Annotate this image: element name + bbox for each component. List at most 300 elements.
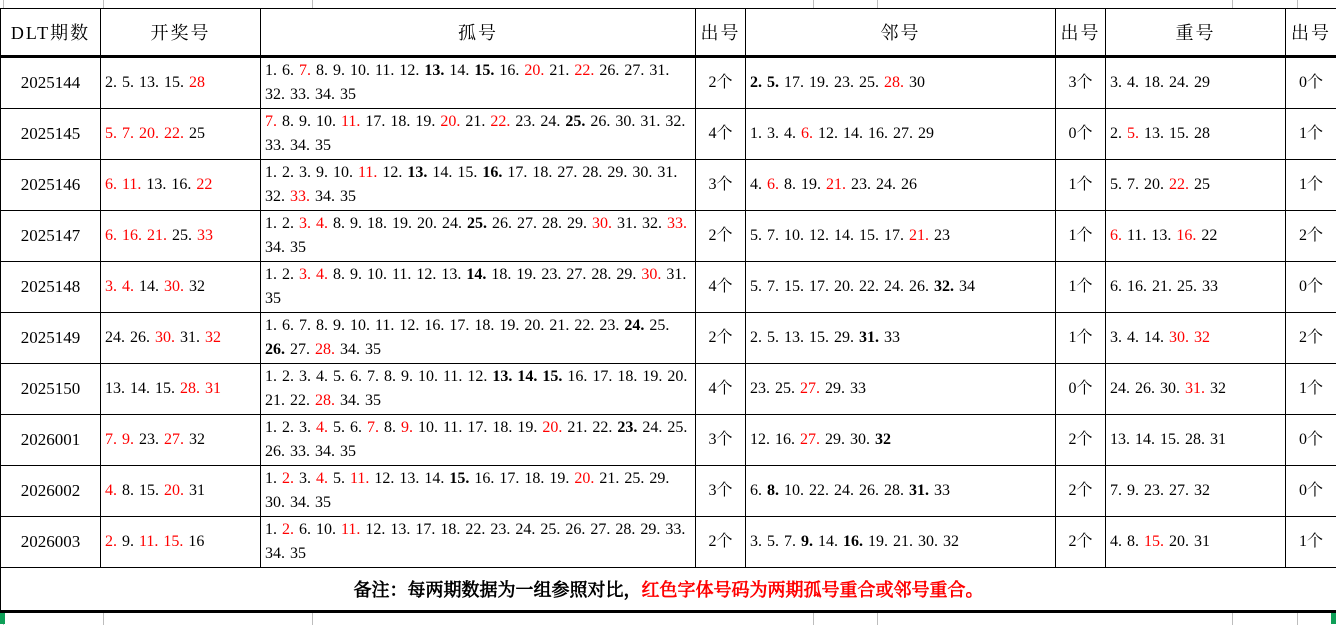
number-token: 8.: [282, 113, 299, 130]
number-token: 24.: [884, 278, 909, 295]
number-token: 13.: [784, 329, 809, 346]
number-token: 12.: [399, 317, 424, 334]
cell-repeat-count: 0个: [1286, 57, 1336, 109]
number-token: 3.: [750, 533, 767, 550]
number-token: 4.: [316, 266, 333, 283]
number-token: 32: [1194, 329, 1210, 346]
number-token: 12.: [382, 164, 407, 181]
number-token: 1.: [265, 266, 282, 283]
number-token: 8.: [122, 482, 139, 499]
cell-isolated-count: 2个: [696, 313, 746, 364]
number-token: 17.: [884, 227, 909, 244]
cell-neighbor-count: 1个: [1056, 262, 1106, 313]
number-token: 28.: [542, 215, 567, 232]
number-token: 34.: [265, 545, 290, 562]
number-token: 12.: [750, 431, 775, 448]
number-token: 32: [1210, 380, 1226, 397]
number-token: 29.: [640, 521, 665, 538]
number-token: 30.: [641, 266, 666, 283]
number-token: 23.: [490, 521, 515, 538]
number-token: 5.: [333, 470, 350, 487]
number-token: 6.: [1110, 278, 1127, 295]
number-token: 14.: [818, 533, 843, 550]
table-row-2025149: [1, 313, 1336, 364]
column-header-4: 邻号: [746, 9, 1056, 57]
number-token: 23.: [1144, 482, 1169, 499]
number-token: 11.: [341, 521, 365, 538]
cell-winning-numbers: [101, 415, 261, 466]
number-token: 13.: [1151, 227, 1176, 244]
cell-neighbor-count: 2个: [1056, 466, 1106, 517]
column-header-5: 出号: [1056, 9, 1106, 57]
number-token: 28.: [1185, 431, 1210, 448]
number-token: 1.: [265, 62, 282, 79]
cell-winning-numbers: [101, 313, 261, 364]
column-header-1: 开奖号: [101, 9, 261, 57]
number-token: 13.: [1144, 125, 1169, 142]
number-token: 7.: [367, 368, 384, 385]
number-token: 8.: [784, 176, 801, 193]
number-token: 28.: [315, 392, 340, 409]
number-token: 28: [1194, 125, 1210, 142]
number-token: 9.: [350, 215, 367, 232]
number-token: 9.: [801, 533, 818, 550]
number-token: 2.: [282, 470, 299, 487]
number-token: 10.: [316, 521, 341, 538]
ghost-gridline: [3, 0, 4, 8]
number-token: 21.: [549, 62, 574, 79]
cell-winning-numbers: [101, 211, 261, 262]
number-token: 20.: [1169, 533, 1194, 550]
number-token: 26.: [859, 482, 884, 499]
cell-period: 2025144: [1, 57, 101, 109]
number-token: 25.: [649, 317, 669, 334]
table-row-2025150: [1, 364, 1336, 415]
number-token: 17.: [467, 419, 492, 436]
table-row-2025145: [1, 109, 1336, 160]
cell-period: 2026003: [1, 517, 101, 568]
number-token: 19.: [499, 317, 524, 334]
number-token: 15.: [457, 164, 482, 181]
number-token: 27.: [1169, 482, 1194, 499]
number-token: 6.: [767, 176, 784, 193]
number-token: 31.: [859, 329, 884, 346]
number-token: 15.: [1160, 431, 1185, 448]
number-token: 4.: [1110, 533, 1127, 550]
number-token: 5.: [1127, 125, 1144, 142]
number-token: 3.: [299, 215, 316, 232]
number-token: 4.: [316, 419, 333, 436]
cell-isolated-count: 2个: [696, 517, 746, 568]
cell-repeat-numbers: [1106, 466, 1286, 517]
number-token: 16.: [567, 368, 592, 385]
number-token: 14.: [424, 470, 449, 487]
number-token: 25.: [467, 215, 492, 232]
cell-repeat-numbers: [1106, 160, 1286, 211]
number-token: 20.: [164, 482, 189, 499]
number-token: 17.: [365, 113, 390, 130]
cell-isolated-numbers: [261, 364, 696, 415]
number-token: 4.: [784, 125, 801, 142]
number-token: 21.: [567, 419, 592, 436]
number-token: 14.: [466, 266, 491, 283]
cell-isolated-count: 4个: [696, 364, 746, 415]
number-token: 27.: [893, 125, 918, 142]
number-token: 5.: [333, 419, 350, 436]
number-token: 35: [290, 239, 306, 256]
spreadsheet-margin-top: [0, 0, 1336, 8]
number-token: 7.: [367, 419, 384, 436]
number-token: 9.: [350, 266, 367, 283]
number-token: 10.: [418, 419, 443, 436]
cell-neighbor-count: 0个: [1056, 109, 1106, 160]
number-token: 18.: [617, 368, 642, 385]
number-token: 18.: [532, 164, 557, 181]
number-token: 32.: [265, 86, 290, 103]
table-row-2026001: [1, 415, 1336, 466]
number-token: 24.: [1169, 74, 1194, 91]
cell-isolated-count: 2个: [696, 57, 746, 109]
number-token: 1.: [265, 521, 282, 538]
number-token: 28.: [582, 164, 607, 181]
number-token: 29.: [607, 164, 632, 181]
cell-period: 2025145: [1, 109, 101, 160]
table-row-2025144: [1, 57, 1336, 109]
number-token: 7.: [1127, 176, 1144, 193]
cell-neighbor-numbers: [746, 160, 1056, 211]
number-token: 25.: [1177, 278, 1202, 295]
number-token: 26.: [599, 62, 624, 79]
number-token: 24.: [1110, 380, 1135, 397]
number-token: 30.: [1160, 380, 1185, 397]
number-token: 13.: [407, 164, 432, 181]
number-token: 15.: [164, 74, 189, 91]
number-token: 27.: [800, 431, 825, 448]
number-token: 11.: [1127, 227, 1151, 244]
number-token: 35: [340, 188, 356, 205]
number-token: 22.: [859, 278, 884, 295]
number-token: 34.: [290, 137, 315, 154]
number-token: 1.: [265, 368, 282, 385]
number-token: 32: [189, 278, 205, 295]
number-token: 14.: [1135, 431, 1160, 448]
number-token: 18.: [390, 113, 415, 130]
number-token: 33: [884, 329, 900, 346]
number-token: 10.: [350, 62, 375, 79]
table-body: [1, 57, 1336, 568]
number-token: 21.: [826, 176, 851, 193]
cell-winning-numbers: [101, 517, 261, 568]
number-token: 2.: [105, 533, 122, 550]
number-token: 16.: [775, 431, 800, 448]
number-token: 27.: [164, 431, 189, 448]
number-token: 2.: [105, 74, 122, 91]
footer-note-red: 红色字体号码为两期孤号重合或邻号重合。: [642, 580, 984, 600]
number-token: 25: [189, 125, 205, 142]
number-token: 4.: [316, 470, 333, 487]
number-token: 17.: [415, 521, 440, 538]
number-token: 2.: [282, 215, 299, 232]
number-token: 20.: [1144, 176, 1169, 193]
number-token: 18.: [492, 419, 517, 436]
number-token: 15.: [784, 278, 809, 295]
cell-isolated-numbers: [261, 262, 696, 313]
number-token: 24.: [540, 113, 565, 130]
number-token: 10.: [367, 266, 392, 283]
number-token: 6.: [1110, 227, 1127, 244]
number-token: 30.: [615, 113, 640, 130]
number-token: 19.: [809, 74, 834, 91]
number-token: 16.: [474, 470, 499, 487]
number-token: 8.: [316, 62, 333, 79]
number-token: 32.: [642, 215, 667, 232]
number-token: 14.: [834, 227, 859, 244]
number-token: 12.: [467, 368, 492, 385]
number-token: 9.: [401, 419, 418, 436]
number-token: 6.: [105, 176, 122, 193]
number-token: 19.: [868, 533, 893, 550]
number-token: 6.: [105, 227, 122, 244]
number-token: 34.: [290, 494, 315, 511]
number-token: 5.: [767, 329, 784, 346]
number-token: 24.: [105, 329, 130, 346]
number-token: 33.: [290, 443, 315, 460]
ghost-gridline: [813, 0, 814, 8]
number-token: 27.: [290, 341, 315, 358]
cell-winning-numbers: [101, 262, 261, 313]
number-token: 13.: [146, 176, 171, 193]
number-token: 13.: [399, 470, 424, 487]
number-token: 24.: [834, 482, 859, 499]
number-token: 34: [959, 278, 975, 295]
number-token: 15.: [449, 470, 474, 487]
number-token: 28.: [591, 266, 616, 283]
number-token: 18.: [491, 266, 516, 283]
number-token: 20.: [574, 470, 599, 487]
number-token: 29.: [825, 431, 850, 448]
number-token: 9.: [299, 113, 316, 130]
cell-isolated-count: 2个: [696, 211, 746, 262]
number-token: 28.: [615, 521, 640, 538]
number-token: 1.: [265, 470, 282, 487]
number-token: 26.: [1135, 380, 1160, 397]
column-header-2: 孤号: [261, 9, 696, 57]
number-token: 28.: [315, 341, 340, 358]
number-token: 5.: [767, 74, 784, 91]
ghost-gridline: [312, 0, 313, 8]
table-footer: [1, 568, 1336, 612]
number-token: 21.: [1152, 278, 1177, 295]
number-token: 4.: [1127, 74, 1144, 91]
number-token: 30.: [1169, 329, 1194, 346]
number-token: 21.: [147, 227, 172, 244]
table-row-2026002: [1, 466, 1336, 517]
number-token: 19.: [549, 470, 574, 487]
ghost-gridline: [312, 613, 313, 625]
number-token: 8.: [384, 368, 401, 385]
number-token: 30: [909, 74, 925, 91]
number-token: 2.: [282, 368, 299, 385]
number-token: 2.: [750, 74, 767, 91]
number-token: 1.: [265, 215, 282, 232]
number-token: 29.: [567, 215, 592, 232]
cell-neighbor-count: 1个: [1056, 313, 1106, 364]
number-token: 18.: [367, 215, 392, 232]
cell-period: 2025148: [1, 262, 101, 313]
number-token: 24.: [515, 521, 540, 538]
number-token: 17.: [592, 368, 617, 385]
number-token: 26.: [590, 113, 615, 130]
cell-neighbor-count: 1个: [1056, 211, 1106, 262]
cell-neighbor-numbers: [746, 211, 1056, 262]
number-token: 20.: [440, 113, 465, 130]
cell-period: 2026001: [1, 415, 101, 466]
dlt-analysis-table: [0, 8, 1336, 613]
cell-isolated-numbers: [261, 313, 696, 364]
ghost-gridline: [1232, 613, 1233, 625]
number-token: 19.: [517, 419, 542, 436]
cell-neighbor-count: 2个: [1056, 415, 1106, 466]
number-token: 17.: [507, 164, 532, 181]
number-token: 26.: [265, 341, 290, 358]
number-token: 14.: [517, 368, 542, 385]
number-token: 17.: [784, 74, 809, 91]
number-token: 10.: [784, 227, 809, 244]
number-token: 4.: [105, 482, 122, 499]
number-token: 22.: [490, 113, 515, 130]
number-token: 16.: [122, 227, 147, 244]
number-token: 29: [1194, 74, 1210, 91]
number-token: 26: [901, 176, 917, 193]
number-token: 25.: [859, 74, 884, 91]
cell-period: 2025146: [1, 160, 101, 211]
number-token: 15.: [859, 227, 884, 244]
number-token: 29.: [649, 470, 669, 487]
number-token: 10.: [418, 368, 443, 385]
number-token: 13.: [441, 266, 466, 283]
number-token: 21.: [265, 392, 290, 409]
selection-corner-right: [1331, 613, 1336, 624]
number-token: 6.: [750, 482, 767, 499]
number-token: 22.: [465, 521, 490, 538]
number-token: 11.: [358, 164, 382, 181]
number-token: 15.: [139, 482, 164, 499]
number-token: 8.: [767, 482, 784, 499]
number-token: 27.: [590, 521, 615, 538]
number-token: 8.: [333, 215, 350, 232]
number-token: 23.: [750, 380, 775, 397]
number-token: 33.: [290, 188, 315, 205]
number-token: 22.: [1169, 176, 1194, 193]
number-token: 23.: [851, 176, 876, 193]
number-token: 21.: [599, 470, 624, 487]
number-token: 23.: [541, 266, 566, 283]
number-token: 8.: [384, 419, 401, 436]
number-token: 12.: [818, 125, 843, 142]
cell-isolated-numbers: [261, 109, 696, 160]
number-token: 9.: [122, 431, 139, 448]
ghost-gridline: [813, 613, 814, 625]
number-token: 3.: [299, 470, 316, 487]
number-token: 35: [290, 545, 306, 562]
number-token: 24.: [442, 215, 467, 232]
number-token: 26.: [130, 329, 155, 346]
number-token: 23: [934, 227, 950, 244]
number-token: 19.: [642, 368, 667, 385]
cell-neighbor-numbers: [746, 109, 1056, 160]
number-token: 34.: [315, 86, 340, 103]
number-token: 16.: [424, 317, 449, 334]
column-header-6: 重号: [1106, 9, 1286, 57]
number-token: 3.: [299, 368, 316, 385]
number-token: 33: [1202, 278, 1218, 295]
cell-repeat-numbers: [1106, 211, 1286, 262]
number-token: 27.: [624, 62, 649, 79]
number-token: 32.: [934, 278, 959, 295]
number-token: 32.: [665, 113, 685, 130]
number-token: 27.: [517, 215, 542, 232]
ghost-gridline: [877, 0, 878, 8]
number-token: 14.: [432, 164, 457, 181]
number-token: 6.: [299, 521, 316, 538]
cell-period: 2025149: [1, 313, 101, 364]
cell-neighbor-count: 2个: [1056, 517, 1106, 568]
number-token: 27.: [800, 380, 825, 397]
number-token: 16.: [843, 533, 868, 550]
cell-isolated-count: 4个: [696, 262, 746, 313]
number-token: 11.: [392, 266, 416, 283]
cell-neighbor-count: 3个: [1056, 57, 1106, 109]
number-token: 31.: [649, 62, 669, 79]
number-token: 13.: [105, 380, 130, 397]
cell-repeat-count: 1个: [1286, 364, 1336, 415]
number-token: 14.: [1144, 329, 1169, 346]
cell-isolated-count: 4个: [696, 109, 746, 160]
spreadsheet-margin-bottom: [0, 613, 1336, 625]
cell-repeat-count: 2个: [1286, 313, 1336, 364]
number-token: 33: [850, 380, 866, 397]
cell-isolated-numbers: [261, 160, 696, 211]
column-header-3: 出号: [696, 9, 746, 57]
number-token: 5.: [767, 533, 784, 550]
cell-isolated-numbers: [261, 415, 696, 466]
number-token: 35: [315, 137, 331, 154]
cell-winning-numbers: [101, 57, 261, 109]
number-token: 24.: [624, 317, 649, 334]
number-token: 12.: [365, 521, 390, 538]
number-token: 35: [315, 494, 331, 511]
number-token: 35: [265, 290, 281, 307]
cell-repeat-numbers: [1106, 109, 1286, 160]
number-token: 31.: [617, 215, 642, 232]
number-token: 9.: [333, 317, 350, 334]
selection-corner-left: [0, 613, 5, 624]
number-token: 22.: [809, 482, 834, 499]
number-token: 16.: [1127, 278, 1152, 295]
number-token: 4.: [1127, 329, 1144, 346]
cell-repeat-count: 0个: [1286, 262, 1336, 313]
number-token: 11.: [139, 533, 163, 550]
number-token: 1.: [265, 164, 282, 181]
number-token: 12.: [399, 62, 424, 79]
number-token: 27.: [566, 266, 591, 283]
cell-neighbor-numbers: [746, 57, 1056, 109]
number-token: 18.: [474, 317, 499, 334]
cell-winning-numbers: [101, 466, 261, 517]
number-token: 31: [205, 380, 221, 397]
number-token: 4.: [316, 368, 333, 385]
number-token: 19.: [415, 113, 440, 130]
